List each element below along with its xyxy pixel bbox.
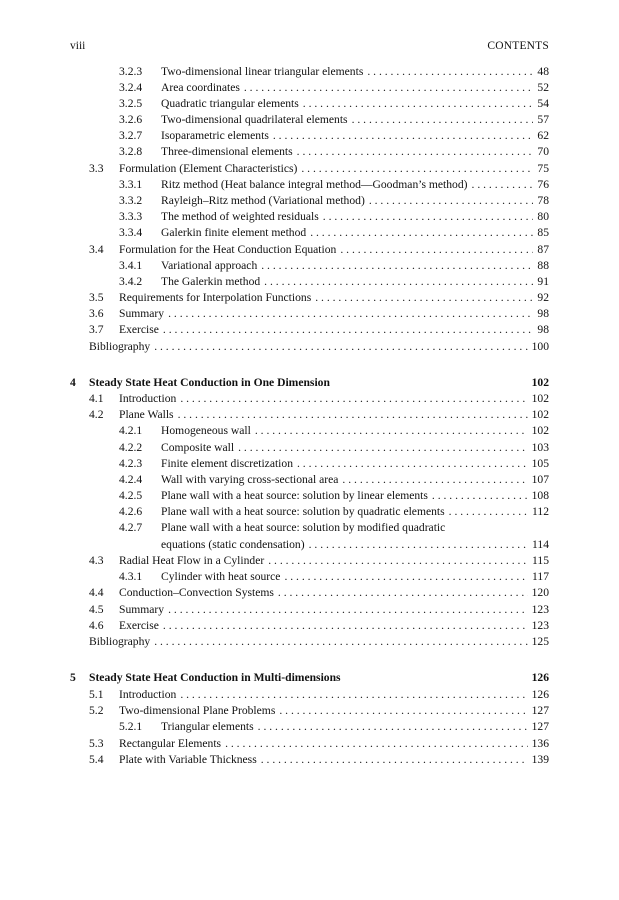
entry-page-number: 92	[537, 291, 549, 304]
entry-number: 4.3	[89, 554, 104, 567]
toc-entry[interactable]	[70, 423, 549, 439]
dot-leader	[472, 177, 534, 193]
entry-title: Introduction	[119, 688, 177, 701]
entry-number: 4.2	[89, 408, 104, 421]
entry-title: Steady State Heat Conduction in One Dimension	[89, 376, 330, 389]
dot-leader	[163, 322, 533, 338]
dot-leader	[432, 488, 528, 504]
entry-title: Bibliography	[89, 340, 151, 353]
toc-entry[interactable]	[70, 719, 549, 735]
entry-number: 4	[70, 376, 76, 389]
entry-title: The Galerkin method	[161, 275, 261, 288]
dot-leader	[297, 144, 534, 160]
dot-leader	[342, 472, 527, 488]
entry-number: 5	[70, 671, 76, 684]
toc-entry[interactable]	[70, 128, 549, 144]
entry-page-number: 105	[531, 457, 549, 470]
entry-number: 4.2.7	[119, 521, 143, 534]
dot-leader	[279, 703, 527, 719]
entry-title: Plane wall with a heat source: solution by linear elements	[161, 489, 428, 502]
entry-number: 3.3.4	[119, 226, 143, 239]
toc-bibliography-entry[interactable]	[70, 634, 549, 650]
entry-title: equations (static condensation)	[161, 538, 305, 551]
page-header	[70, 40, 549, 56]
entry-page-number: 112	[532, 505, 549, 518]
entry-page-number: 115	[532, 554, 549, 567]
entry-page-number: 54	[537, 97, 549, 110]
toc-entry[interactable]	[70, 618, 549, 634]
entry-page-number: 102	[531, 392, 549, 405]
dot-leader	[168, 306, 533, 322]
entry-title: Finite element discretization	[161, 457, 293, 470]
entry-title: Two-dimensional Plane Problems	[119, 704, 276, 717]
entry-number: 4.2.1	[119, 424, 143, 437]
entry-number: 4.2.2	[119, 441, 143, 454]
entry-number: 5.2.1	[119, 720, 143, 733]
entry-number: 3.2.3	[119, 65, 143, 78]
dot-leader	[310, 225, 533, 241]
entry-title: Formulation for the Heat Conduction Equation	[119, 243, 337, 256]
toc-entry[interactable]	[70, 242, 549, 258]
dot-leader	[178, 407, 528, 423]
entry-number: 3.3.3	[119, 210, 143, 223]
entry-title: Rectangular Elements	[119, 737, 222, 750]
entry-number: 4.2.5	[119, 489, 143, 502]
toc-entry[interactable]	[70, 520, 549, 536]
entry-number: 4.1	[89, 392, 104, 405]
entry-number: 3.4.1	[119, 259, 143, 272]
toc-entry[interactable]	[70, 96, 549, 112]
entry-number: 3.3.2	[119, 194, 143, 207]
entry-page-number: 80	[537, 210, 549, 223]
toc-chapter-entry[interactable]	[70, 375, 549, 391]
dot-leader	[340, 242, 533, 258]
dot-leader	[238, 440, 528, 456]
dot-leader	[168, 602, 528, 618]
toc-entry[interactable]	[70, 569, 549, 585]
toc-entry[interactable]	[70, 687, 549, 703]
entry-number: 5.2	[89, 704, 104, 717]
dot-leader	[261, 752, 528, 768]
entry-title: Galerkin finite element method	[161, 226, 307, 239]
toc-entry[interactable]	[70, 703, 549, 719]
toc-entry[interactable]	[70, 161, 549, 177]
entry-title: Two-dimensional linear triangular elements	[161, 65, 364, 78]
entry-page-number: 76	[537, 178, 549, 191]
dot-leader	[180, 687, 527, 703]
entry-title: Ritz method (Heat balance integral method—Goodman’s method)	[161, 178, 468, 191]
entry-page-number: 123	[531, 619, 549, 632]
toc-entry[interactable]	[70, 177, 549, 193]
entry-number: 3.2.4	[119, 81, 143, 94]
entry-number: 4.5	[89, 603, 104, 616]
dot-leader	[264, 274, 533, 290]
entry-title: Introduction	[119, 392, 177, 405]
toc-entry[interactable]	[70, 456, 549, 472]
entry-title: Variational approach	[161, 259, 258, 272]
entry-title: Exercise	[119, 619, 159, 632]
entry-title: Rayleigh–Ritz method (Variational method)	[161, 194, 365, 207]
entry-number: 3.4.2	[119, 275, 143, 288]
entry-title: Bibliography	[89, 635, 151, 648]
toc-entry[interactable]	[70, 80, 549, 96]
toc-entry[interactable]	[70, 472, 549, 488]
dot-leader	[180, 391, 527, 407]
entry-title: Wall with varying cross-sectional area	[161, 473, 339, 486]
toc-entry[interactable]	[70, 306, 549, 322]
toc-bibliography-entry[interactable]	[70, 339, 549, 355]
toc-entry[interactable]	[70, 736, 549, 752]
entry-title: Homogeneous wall	[161, 424, 251, 437]
entry-page-number: 107	[531, 473, 549, 486]
entry-title: Isoparametric elements	[161, 129, 269, 142]
toc-entry[interactable]	[70, 391, 549, 407]
entry-title: Plane wall with a heat source: solution by modified quadratic	[161, 521, 446, 534]
entry-page-number: 70	[537, 145, 549, 158]
entry-number: 4.4	[89, 586, 104, 599]
dot-leader	[273, 128, 534, 144]
entry-number: 3.4	[89, 243, 104, 256]
running-title: CONTENTS	[487, 40, 549, 52]
toc-entry[interactable]	[70, 752, 549, 768]
entry-page-number: 126	[531, 671, 549, 684]
entry-page-number: 52	[537, 81, 549, 94]
toc-entry[interactable]	[70, 504, 549, 520]
dot-leader	[303, 96, 534, 112]
entry-title: Cylinder with heat source	[161, 570, 281, 583]
entry-page-number: 126	[531, 688, 549, 701]
dot-leader	[323, 209, 534, 225]
entry-page-number: 120	[531, 586, 549, 599]
dot-leader	[278, 585, 528, 601]
entry-number: 5.4	[89, 753, 104, 766]
entry-page-number: 127	[531, 720, 549, 733]
toc-entry[interactable]	[70, 209, 549, 225]
entry-page-number: 123	[531, 603, 549, 616]
dot-leader	[284, 569, 528, 585]
toc-chapter-entry[interactable]	[70, 670, 549, 686]
entry-number: 3.7	[89, 323, 104, 336]
toc-entry[interactable]	[70, 602, 549, 618]
entry-page-number: 78	[537, 194, 549, 207]
toc-entry[interactable]	[70, 407, 549, 423]
entry-page-number: 125	[531, 635, 549, 648]
entry-title: Summary	[119, 307, 165, 320]
dot-leader	[297, 456, 528, 472]
entry-title: Quadratic triangular elements	[161, 97, 299, 110]
entry-number: 3.3	[89, 162, 104, 175]
dot-leader	[163, 618, 528, 634]
dot-leader	[309, 537, 528, 553]
entry-title: Composite wall	[161, 441, 235, 454]
toc-entry[interactable]	[70, 64, 549, 80]
dot-leader	[261, 258, 533, 274]
entry-title: Conduction–Convection Systems	[119, 586, 274, 599]
entry-page-number: 102	[531, 376, 549, 389]
entry-page-number: 114	[532, 538, 549, 551]
entry-page-number: 98	[537, 323, 549, 336]
entry-title: Triangular elements	[161, 720, 254, 733]
dot-leader	[449, 504, 528, 520]
entry-title: Exercise	[119, 323, 159, 336]
entry-number: 5.3	[89, 737, 104, 750]
entry-page-number: 139	[531, 753, 549, 766]
entry-page-number: 117	[532, 570, 549, 583]
entry-page-number: 102	[531, 424, 549, 437]
entry-page-number: 87	[537, 243, 549, 256]
entry-page-number: 57	[537, 113, 549, 126]
entry-number: 5.1	[89, 688, 104, 701]
toc-entry[interactable]	[70, 322, 549, 338]
entry-page-number: 102	[531, 408, 549, 421]
entry-page-number: 48	[537, 65, 549, 78]
entry-page-number: 98	[537, 307, 549, 320]
entry-title: Plane wall with a heat source: solution by quadratic elements	[161, 505, 445, 518]
dot-leader	[268, 553, 528, 569]
toc-entry[interactable]	[70, 440, 549, 456]
entry-title: Two-dimensional quadrilateral elements	[161, 113, 348, 126]
dot-leader	[225, 736, 528, 752]
page-number: viii	[70, 40, 86, 52]
entry-title: Requirements for Interpolation Functions	[119, 291, 312, 304]
toc-entry[interactable]	[70, 258, 549, 274]
toc-entry[interactable]	[70, 537, 549, 553]
entry-title: Summary	[119, 603, 165, 616]
dot-leader	[154, 339, 527, 355]
dot-leader	[367, 64, 533, 80]
dot-leader	[352, 112, 534, 128]
entry-title: Formulation (Element Characteristics)	[119, 162, 298, 175]
entry-title: The method of weighted residuals	[161, 210, 319, 223]
dot-leader	[244, 80, 534, 96]
entry-title: Plane Walls	[119, 408, 174, 421]
entry-title: Steady State Heat Conduction in Multi-dimensions	[89, 671, 341, 684]
entry-title: Area coordinates	[161, 81, 240, 94]
toc-entry[interactable]	[70, 553, 549, 569]
dot-leader	[154, 634, 527, 650]
entry-page-number: 88	[537, 259, 549, 272]
entry-page-number: 85	[537, 226, 549, 239]
entry-page-number: 62	[537, 129, 549, 142]
toc-entry[interactable]	[70, 144, 549, 160]
entry-number: 3.2.7	[119, 129, 143, 142]
entry-number: 3.2.8	[119, 145, 143, 158]
entry-number: 3.3.1	[119, 178, 143, 191]
entry-number: 4.6	[89, 619, 104, 632]
toc-entry[interactable]	[70, 290, 549, 306]
entry-page-number: 136	[531, 737, 549, 750]
toc-entry[interactable]	[70, 193, 549, 209]
entry-number: 3.2.5	[119, 97, 143, 110]
entry-page-number: 108	[531, 489, 549, 502]
entry-number: 4.2.6	[119, 505, 143, 518]
entry-number: 3.5	[89, 291, 104, 304]
entry-title: Radial Heat Flow in a Cylinder	[119, 554, 265, 567]
dot-leader	[301, 161, 533, 177]
dot-leader	[369, 193, 534, 209]
entry-title: Three-dimensional elements	[161, 145, 293, 158]
toc-entry[interactable]	[70, 488, 549, 504]
entry-page-number: 103	[531, 441, 549, 454]
entry-title: Plate with Variable Thickness	[119, 753, 257, 766]
toc-entry[interactable]	[70, 112, 549, 128]
entry-page-number: 75	[537, 162, 549, 175]
entry-page-number: 91	[537, 275, 549, 288]
entry-number: 4.2.3	[119, 457, 143, 470]
dot-leader	[255, 423, 528, 439]
toc-entry[interactable]	[70, 585, 549, 601]
entry-number: 4.3.1	[119, 570, 143, 583]
entry-number: 4.2.4	[119, 473, 143, 486]
entry-number: 3.6	[89, 307, 104, 320]
entry-page-number: 100	[531, 340, 549, 353]
dot-leader	[258, 719, 528, 735]
toc-entry[interactable]	[70, 274, 549, 290]
entry-number: 3.2.6	[119, 113, 143, 126]
entry-page-number: 127	[531, 704, 549, 717]
toc-entry[interactable]	[70, 225, 549, 241]
dot-leader	[315, 290, 533, 306]
